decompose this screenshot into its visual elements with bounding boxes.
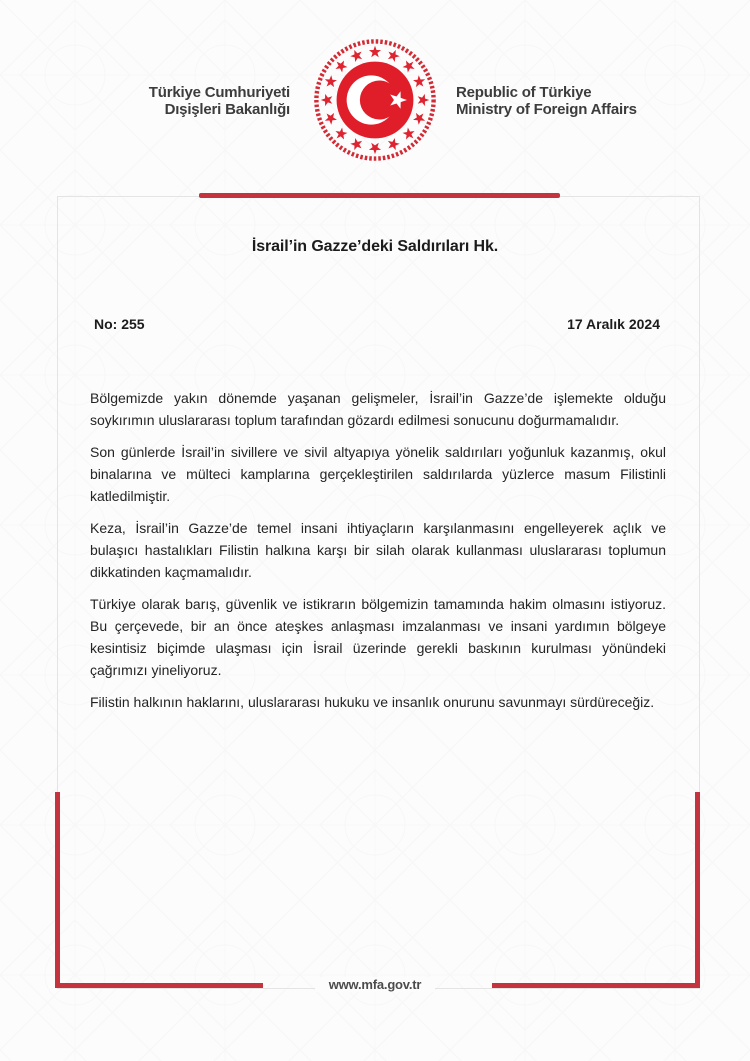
ministry-name-turkish [100,84,290,118]
ministry-name-tr-line1: Türkiye Cumhuriyeti [148,84,290,101]
ministry-name-en-line1: Republic of Türkiye [456,84,592,101]
paragraph-3: Keza, İsrail’in Gazze’de temel insani ihtiyaçların karşılanmasını engelleyerek açlık ve bulaşıcı hastalıkları Filistin halkına karşı bir silah olarak kullanması uluslararası toplumun dikkatinden kaçmamalıdır. [90,520,666,580]
footer [0,976,750,994]
paragraph-5: Filistin halkının haklarını, uluslararası hukuku ve insanlık onurunu savunmayı sürdüreceğiz. [90,694,655,710]
turkiye-mfa-emblem-icon [312,37,438,163]
release-number: No: 255 [94,316,145,332]
meta-row [94,316,660,332]
paragraph-2: Son günlerde İsrail’in sivillere ve sivil altyapıya yönelik saldırıları yoğunluk kazanmış, okul binalarına ve mülteci kamplarına gerçekleştirilen saldırılarda yüzlerce masum Filistinli katledilmiştir. [90,444,666,504]
website-url: www.mfa.gov.tr [315,977,436,992]
ministry-name-tr-line2: Dışişleri Bakanlığı [164,101,290,118]
right-accent-bar [695,792,700,988]
press-release-body [90,387,666,723]
paragraph-4: Türkiye olarak barış, güvenlik ve istikrarın bölgemizin tamamında hakim olmasını istiyoruz. Bu çerçevede, bir an önce ateşkes anlaşması imzalanması ve insani yardımın bölgeye kesintisiz biçimde ulaşması için İsrail üzerinde gerekli baskının kurulması yönündeki çağrımızı yineliyoruz. [90,596,666,678]
ministry-name-english [456,84,676,118]
top-accent-bar [199,193,560,198]
left-accent-bar [55,792,60,988]
release-date: 17 Aralık 2024 [567,316,660,332]
paragraph-1: Bölgemizde yakın dönemde yaşanan gelişmeler, İsrail’in Gazze’de işlemekte olduğu soykırımın uluslararası toplum tarafından gözardı edilmesi sonucunu doğurmamalıdır. [90,390,666,428]
ministry-name-en-line2: Ministry of Foreign Affairs [456,101,637,118]
press-release-title: İsrail’in Gazze’deki Saldırıları Hk. [251,238,499,255]
